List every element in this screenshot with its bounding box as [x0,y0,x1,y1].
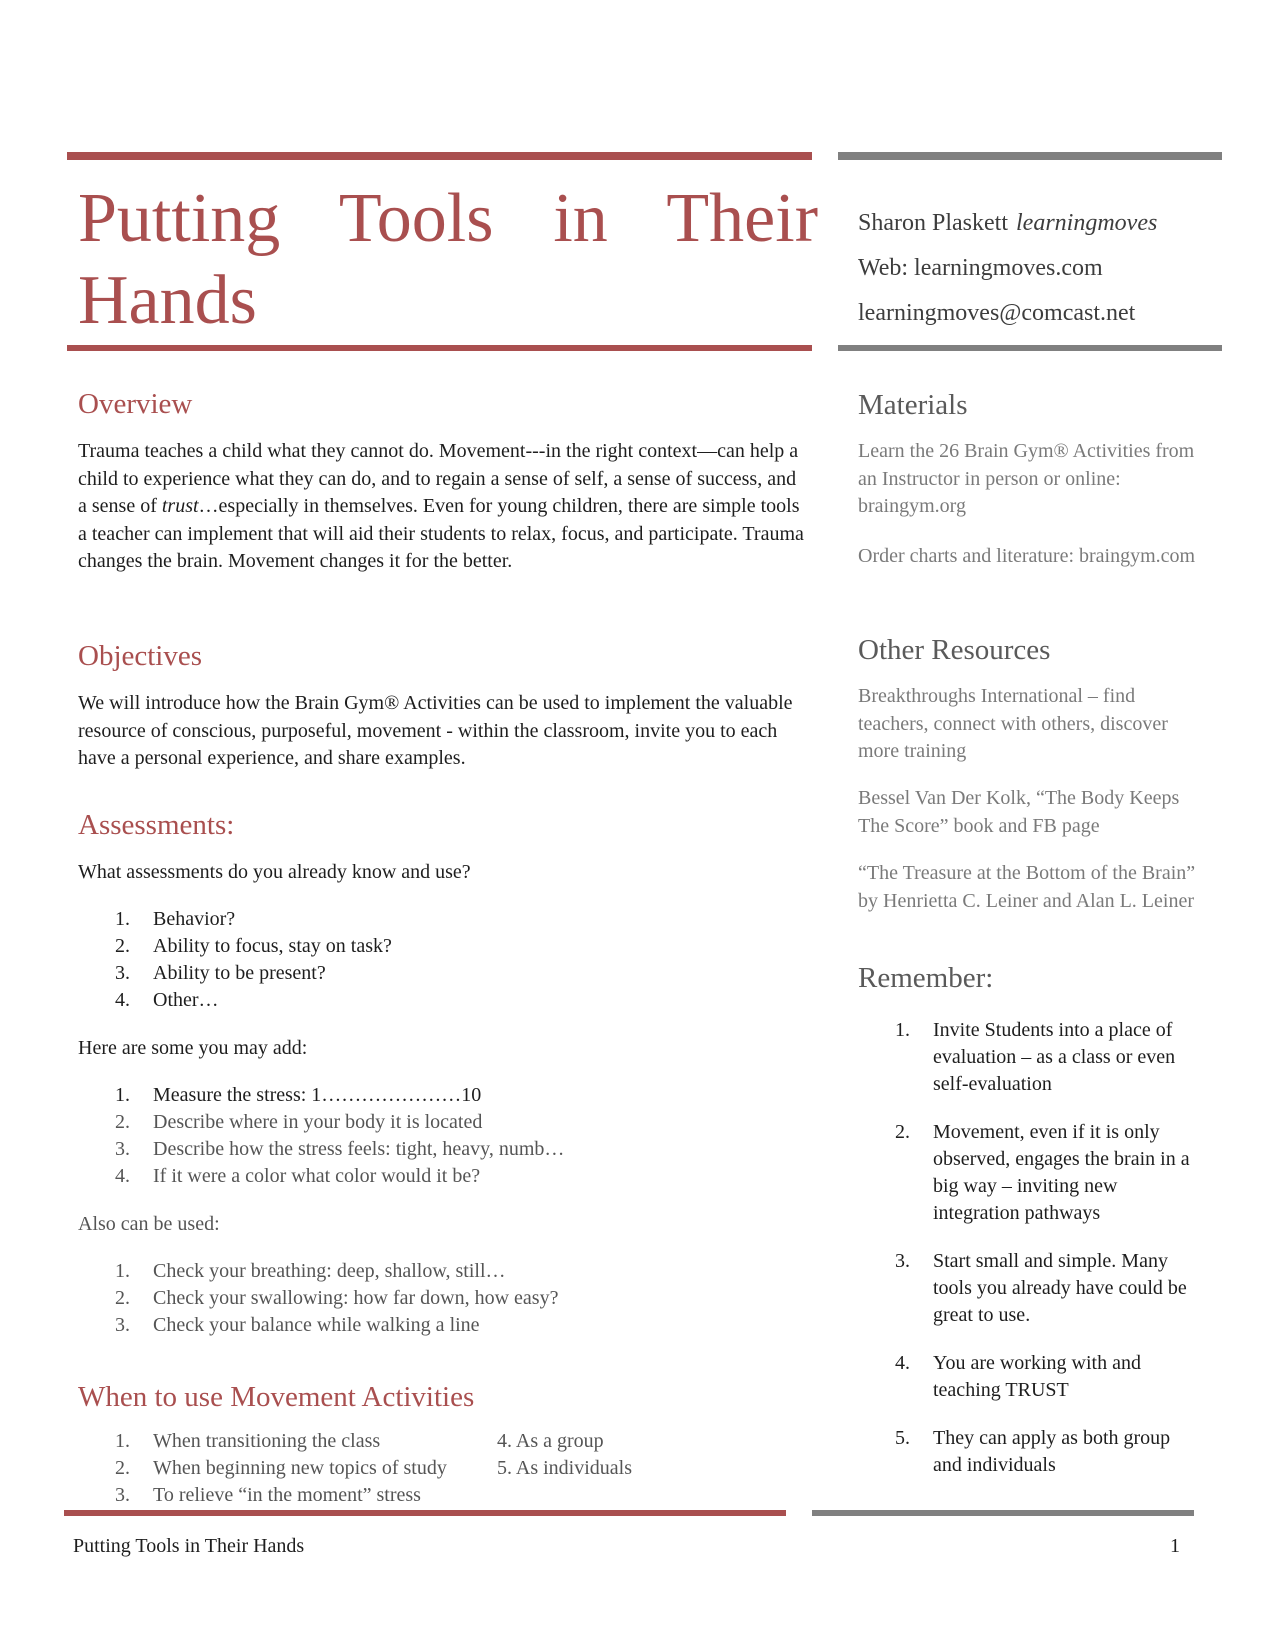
resources-text-2: Bessel Van Der Kolk, “The Body Keeps The Score” book and FB page [858,787,1180,837]
list-item: 2. Check your swallowing: how far down, how easy? [115,1287,559,1309]
footer-title: Putting Tools in Their Hands [73,1535,305,1557]
title-top-rule [67,152,812,160]
list-item: 5. They can apply as both group and individuals [895,1427,1171,1476]
sidebar-top-rule [838,152,1222,160]
when-item-individuals: 5. As individuals [497,1457,633,1479]
page-number: 1 [1170,1535,1180,1557]
assessments-heading: Assessments: [78,809,235,841]
assessments-question: What assessments do you already know and use? [78,861,471,883]
list-item: 1. Measure the stress: 1…………………10 [115,1084,482,1106]
remember-list [858,1017,1198,1500]
objectives-text: We will introduce how the Brain Gym® Activities can be used to implement the valuable resource of conscious, purposeful, movement - within the classroom, invite you to each have a personal experience, and share examples. [78,692,793,769]
footer-left-rule [64,1510,786,1516]
when-item-group: 4. As a group [497,1430,604,1452]
author-name: Sharon Plaskett [858,210,1008,236]
also-intro: Also can be used: [78,1213,220,1235]
author-brand: learningmoves [1016,210,1158,236]
list-item: 1. Behavior? [115,908,236,930]
list-item: 2. Ability to focus, stay on task? [115,935,392,957]
list-item: 1. Check your breathing: deep, shallow, still… [115,1260,506,1282]
list-item: 2. Describe where in your body it is located [115,1111,483,1133]
materials-text-1: Learn the 26 Brain Gym® Activities from an Instructor in person or online: braingym.org [858,440,1195,517]
overview-text [78,438,808,576]
list-item: 3. Describe how the stress feels: tight, heavy, numb… [115,1138,565,1160]
resources-text-1: Breakthroughs International – find teachers, connect with others, discover more training [858,685,1168,762]
footer-right-rule [812,1510,1194,1516]
overview-heading: Overview [78,388,193,420]
overview-text-before: Trauma teaches a child what they cannot do. Movement---in the right context—can help a child to experience what they can do, and to regain a sense of self, a sense of success, and a sense of [78,440,799,517]
sidebar-bottom-rule [838,345,1222,351]
overview-text-italic: trust [161,495,199,517]
list-item: 2. When beginning new topics of study [115,1457,447,1479]
list-item: 3. Check your balance while walking a line [115,1314,480,1336]
when-list [78,1428,447,1509]
objectives-heading: Objectives [78,640,203,672]
add-assessments-list [78,1082,564,1190]
page-title: Putting Tools in Their Hands [78,180,818,339]
remember-heading: Remember: [858,962,994,994]
list-item: 4. You are working with and teaching TRUST [895,1352,1141,1401]
list-item: 2. Movement, even if it is only observed, engages the brain in a big way – inviting new integration pathways [895,1121,1190,1224]
list-item: 3. To relieve “in the moment” stress [115,1484,421,1506]
when-heading: When to use Movement Activities [78,1381,475,1413]
known-assessments-list [78,906,392,1014]
list-item: 4. Other… [115,989,219,1011]
resources-text-3: “The Treasure at the Bottom of the Brain” by Henrietta C. Leiner and Alan L. Leiner [858,862,1196,912]
add-intro: Here are some you may add: [78,1037,308,1059]
also-assessments-list [78,1258,558,1339]
materials-heading: Materials [858,389,968,421]
list-item: 3. Ability to be present? [115,962,326,984]
author-line [858,210,1157,237]
title-bottom-rule [67,345,812,351]
materials-text-2: Order charts and literature: braingym.com [858,545,1196,567]
email-line: learningmoves@comcast.net [858,300,1136,326]
overview-text-after: …especially in themselves. Even for young children, there are simple tools a teacher can implement that will aid their students to relax, focus, and participate. Trauma changes the brain. Movement changes it for the better. [78,495,804,572]
resources-heading: Other Resources [858,634,1051,666]
list-item: 3. Start small and simple. Many tools you already have could be great to use. [895,1250,1187,1326]
list-item: 4. If it were a color what color would it be? [115,1165,481,1187]
list-item: 1. Invite Students into a place of evaluation – as a class or even self-evaluation [895,1019,1176,1095]
list-item: 1. When transitioning the class [115,1430,381,1452]
web-line: Web: learningmoves.com [858,255,1103,281]
